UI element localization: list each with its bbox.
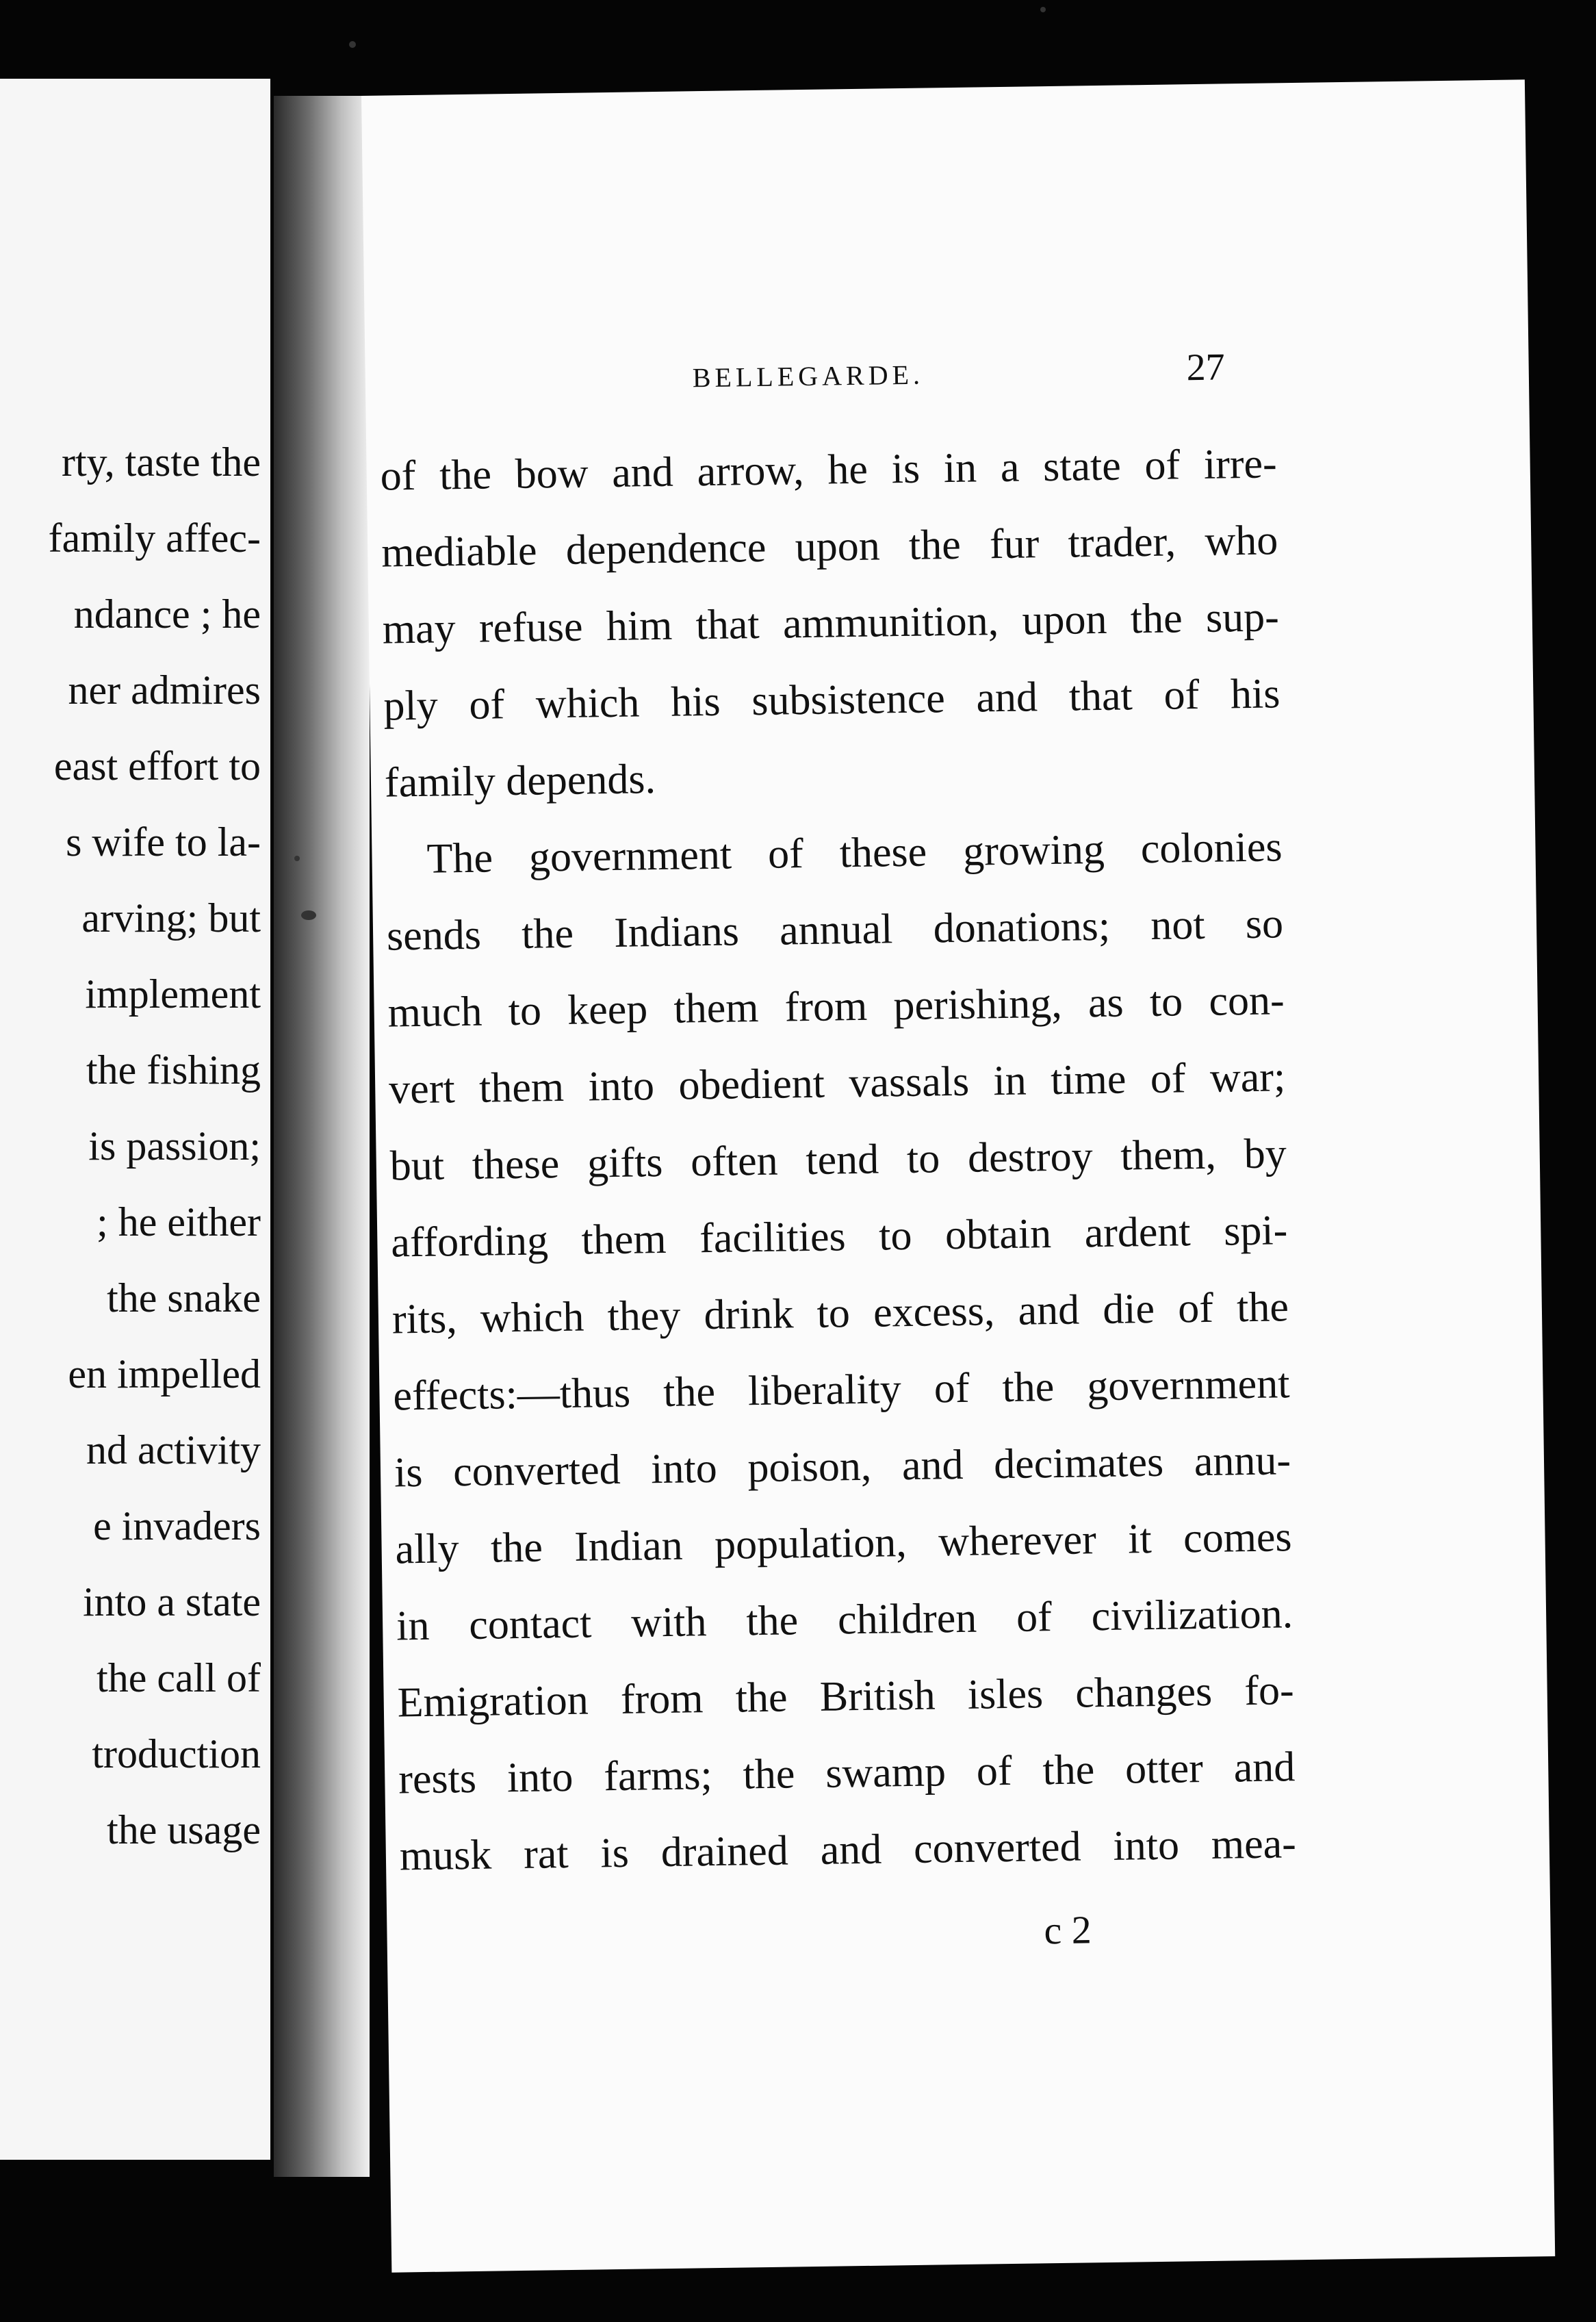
left-page-line: east effort to (53, 743, 261, 789)
left-page-line: the call of (96, 1655, 261, 1700)
body-text (380, 425, 1297, 1894)
left-page-line: implement (85, 971, 261, 1017)
left-page-line: family affec- (48, 515, 261, 561)
text-line: musk rat is drained and converted into mea- (399, 1820, 1297, 1880)
text-line: but these gifts often tend to destroy them, by (389, 1130, 1287, 1190)
text-line: may refuse him that ammunition, upon the sup- (382, 594, 1280, 653)
left-page-line: is passion; (88, 1123, 261, 1169)
left-page-line: the snake (107, 1275, 261, 1321)
left-page-line: ner admires (68, 667, 261, 713)
left-page-line: rty, taste the (61, 439, 261, 485)
right-page (361, 79, 1555, 2272)
text-line: affording them facilities to obtain ardent spi- (390, 1207, 1288, 1266)
text-line: family depends. (384, 756, 656, 806)
running-head: BELLEGARDE. (692, 359, 925, 394)
text-line: is converted into poison, and decimates annu- (394, 1437, 1291, 1496)
text-line: sends the Indians annual donations; not so (386, 900, 1284, 960)
text-line: rests into farms; the swamp of the otter and (398, 1744, 1296, 1803)
left-page-line: the fishing (86, 1047, 261, 1093)
text-line: ally the Indian population, wherever it comes (395, 1514, 1293, 1573)
text-line: Emigration from the British isles changes fo- (397, 1667, 1295, 1726)
signature-mark: c 2 (1044, 1907, 1092, 1953)
left-page-line: ; he either (96, 1199, 261, 1245)
text-line: vert them into obedient vassals in time of war; (388, 1054, 1286, 1113)
text-line: of the bow and arrow, he is in a state of irre- (380, 440, 1278, 500)
page-gutter-shadow (274, 96, 370, 2177)
left-page-line: arving; but (81, 895, 261, 941)
left-page-line: en impelled (68, 1351, 261, 1396)
left-page-line: into a state (83, 1579, 261, 1624)
text-line: rits, which they drink to excess, and die of the (391, 1284, 1289, 1343)
left-page-text (0, 424, 261, 1868)
left-page-line: the usage (107, 1807, 261, 1852)
left-page-line: troduction (92, 1731, 261, 1776)
text-line: effects:—thus the liberality of the government (393, 1360, 1290, 1420)
text-line: mediable dependence upon the fur trader, who (381, 517, 1278, 576)
text-line: much to keep them from perishing, as to con- (387, 977, 1285, 1036)
ink-speck (1040, 7, 1046, 12)
page-number: 27 (1186, 346, 1226, 390)
ink-speck (349, 41, 356, 48)
left-page-line: s wife to la- (66, 819, 261, 865)
text-line: The government of these growing colonies (426, 824, 1283, 882)
ink-speck (301, 910, 316, 920)
text-line: in contact with the children of civilization. (396, 1590, 1293, 1650)
text-line: ply of which his subsistence and that of his (383, 670, 1280, 730)
left-page-line: e invaders (93, 1503, 261, 1548)
left-page-line: nd activity (86, 1427, 261, 1472)
left-page (0, 79, 270, 2160)
left-page-line: ndance ; he (73, 591, 261, 637)
ink-speck (294, 856, 300, 861)
